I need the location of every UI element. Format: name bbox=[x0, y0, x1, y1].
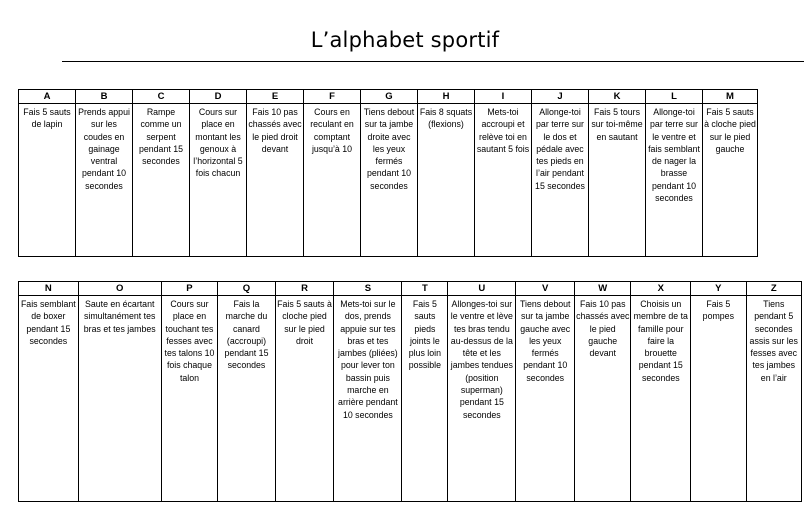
letter-i: I bbox=[475, 90, 532, 104]
exercise-w: Fais 10 pas chassés avec le pied gauche devant bbox=[575, 296, 631, 502]
exercise-c: Rampe comme un serpent pendant 15 secondes bbox=[133, 104, 190, 257]
exercise-n: Fais semblant de boxer pendant 15 secondes bbox=[19, 296, 79, 502]
letter-row bbox=[19, 90, 758, 104]
letter-row bbox=[19, 282, 802, 296]
exercise-a: Fais 5 sauts de lapin bbox=[19, 104, 76, 257]
exercise-t: Fais 5 sauts pieds joints le plus loin possible bbox=[402, 296, 448, 502]
exercise-s: Mets-toi sur le dos, prends appuie sur tes bras et tes jambes (pliées) pour lever ton bassin puis marche en arrière pendant 10 secondes bbox=[334, 296, 402, 502]
letter-n: N bbox=[19, 282, 79, 296]
letter-j: J bbox=[532, 90, 589, 104]
letter-g: G bbox=[361, 90, 418, 104]
exercise-g: Tiens debout sur ta jambe droite avec les yeux fermés pendant 10 secondes bbox=[361, 104, 418, 257]
letter-h: H bbox=[418, 90, 475, 104]
letter-p: P bbox=[161, 282, 217, 296]
exercise-l: Allonge-toi par terre sur le ventre et fais semblant de nager la brasse pendant 10 secondes bbox=[646, 104, 703, 257]
letter-a: A bbox=[19, 90, 76, 104]
letter-k: K bbox=[589, 90, 646, 104]
exercise-f: Cours en reculant en comptant jusqu’à 10 bbox=[304, 104, 361, 257]
exercise-q: Fais la marche du canard (accroupi) pendant 15 secondes bbox=[218, 296, 276, 502]
exercise-k: Fais 5 tours sur toi-même en sautant bbox=[589, 104, 646, 257]
letter-r: R bbox=[275, 282, 334, 296]
page-title: L’alphabet sportif bbox=[310, 28, 500, 52]
letter-o: O bbox=[78, 282, 161, 296]
exercise-row bbox=[19, 104, 758, 257]
letter-u: U bbox=[448, 282, 516, 296]
exercise-p: Cours sur place en touchant tes fesses avec tes talons 10 fois chaque talon bbox=[161, 296, 217, 502]
letter-t: T bbox=[402, 282, 448, 296]
letter-e: E bbox=[247, 90, 304, 104]
exercise-u: Allonges-toi sur le ventre et lève tes bras tendu au-dessus de la tête et les jambes tendues (position superman) pendant 15 secondes bbox=[448, 296, 516, 502]
exercise-h: Fais 8 squats (flexions) bbox=[418, 104, 475, 257]
letter-b: B bbox=[76, 90, 133, 104]
letter-m: M bbox=[703, 90, 758, 104]
letter-w: W bbox=[575, 282, 631, 296]
exercise-d: Cours sur place en montant les genoux à l’horizontal 5 fois chacun bbox=[190, 104, 247, 257]
letter-v: V bbox=[516, 282, 575, 296]
alphabet-table-n-z bbox=[18, 281, 802, 502]
exercise-x: Choisis un membre de ta famille pour faire la brouette pendant 15 secondes bbox=[631, 296, 691, 502]
letter-d: D bbox=[190, 90, 247, 104]
letter-y: Y bbox=[691, 282, 746, 296]
exercise-y: Fais 5 pompes bbox=[691, 296, 746, 502]
exercise-row bbox=[19, 296, 802, 502]
exercise-z: Tiens pendant 5 secondes assis sur les fesses avec tes jambes en l’air bbox=[746, 296, 801, 502]
exercise-r: Fais 5 sauts à cloche pied sur le pied droit bbox=[275, 296, 334, 502]
exercise-e: Fais 10 pas chassés avec le pied droit devant bbox=[247, 104, 304, 257]
exercise-v: Tiens debout sur ta jambe gauche avec les yeux fermés pendant 10 secondes bbox=[516, 296, 575, 502]
exercise-b: Prends appui sur les coudes en gainage ventral pendant 10 secondes bbox=[76, 104, 133, 257]
title-underline bbox=[62, 61, 804, 62]
letter-x: X bbox=[631, 282, 691, 296]
letter-c: C bbox=[133, 90, 190, 104]
letter-z: Z bbox=[746, 282, 801, 296]
exercise-m: Fais 5 sauts à cloche pied sur le pied gauche bbox=[703, 104, 758, 257]
letter-f: F bbox=[304, 90, 361, 104]
letter-q: Q bbox=[218, 282, 276, 296]
letter-s: S bbox=[334, 282, 402, 296]
exercise-o: Saute en écartant simultanément tes bras et tes jambes bbox=[78, 296, 161, 502]
letter-l: L bbox=[646, 90, 703, 104]
alphabet-table-a-m bbox=[18, 89, 758, 257]
exercise-j: Allonge-toi par terre sur le dos et pédale avec tes pieds en l’air pendant 15 secondes bbox=[532, 104, 589, 257]
exercise-i: Mets-toi accroupi et relève toi en sautant 5 fois bbox=[475, 104, 532, 257]
